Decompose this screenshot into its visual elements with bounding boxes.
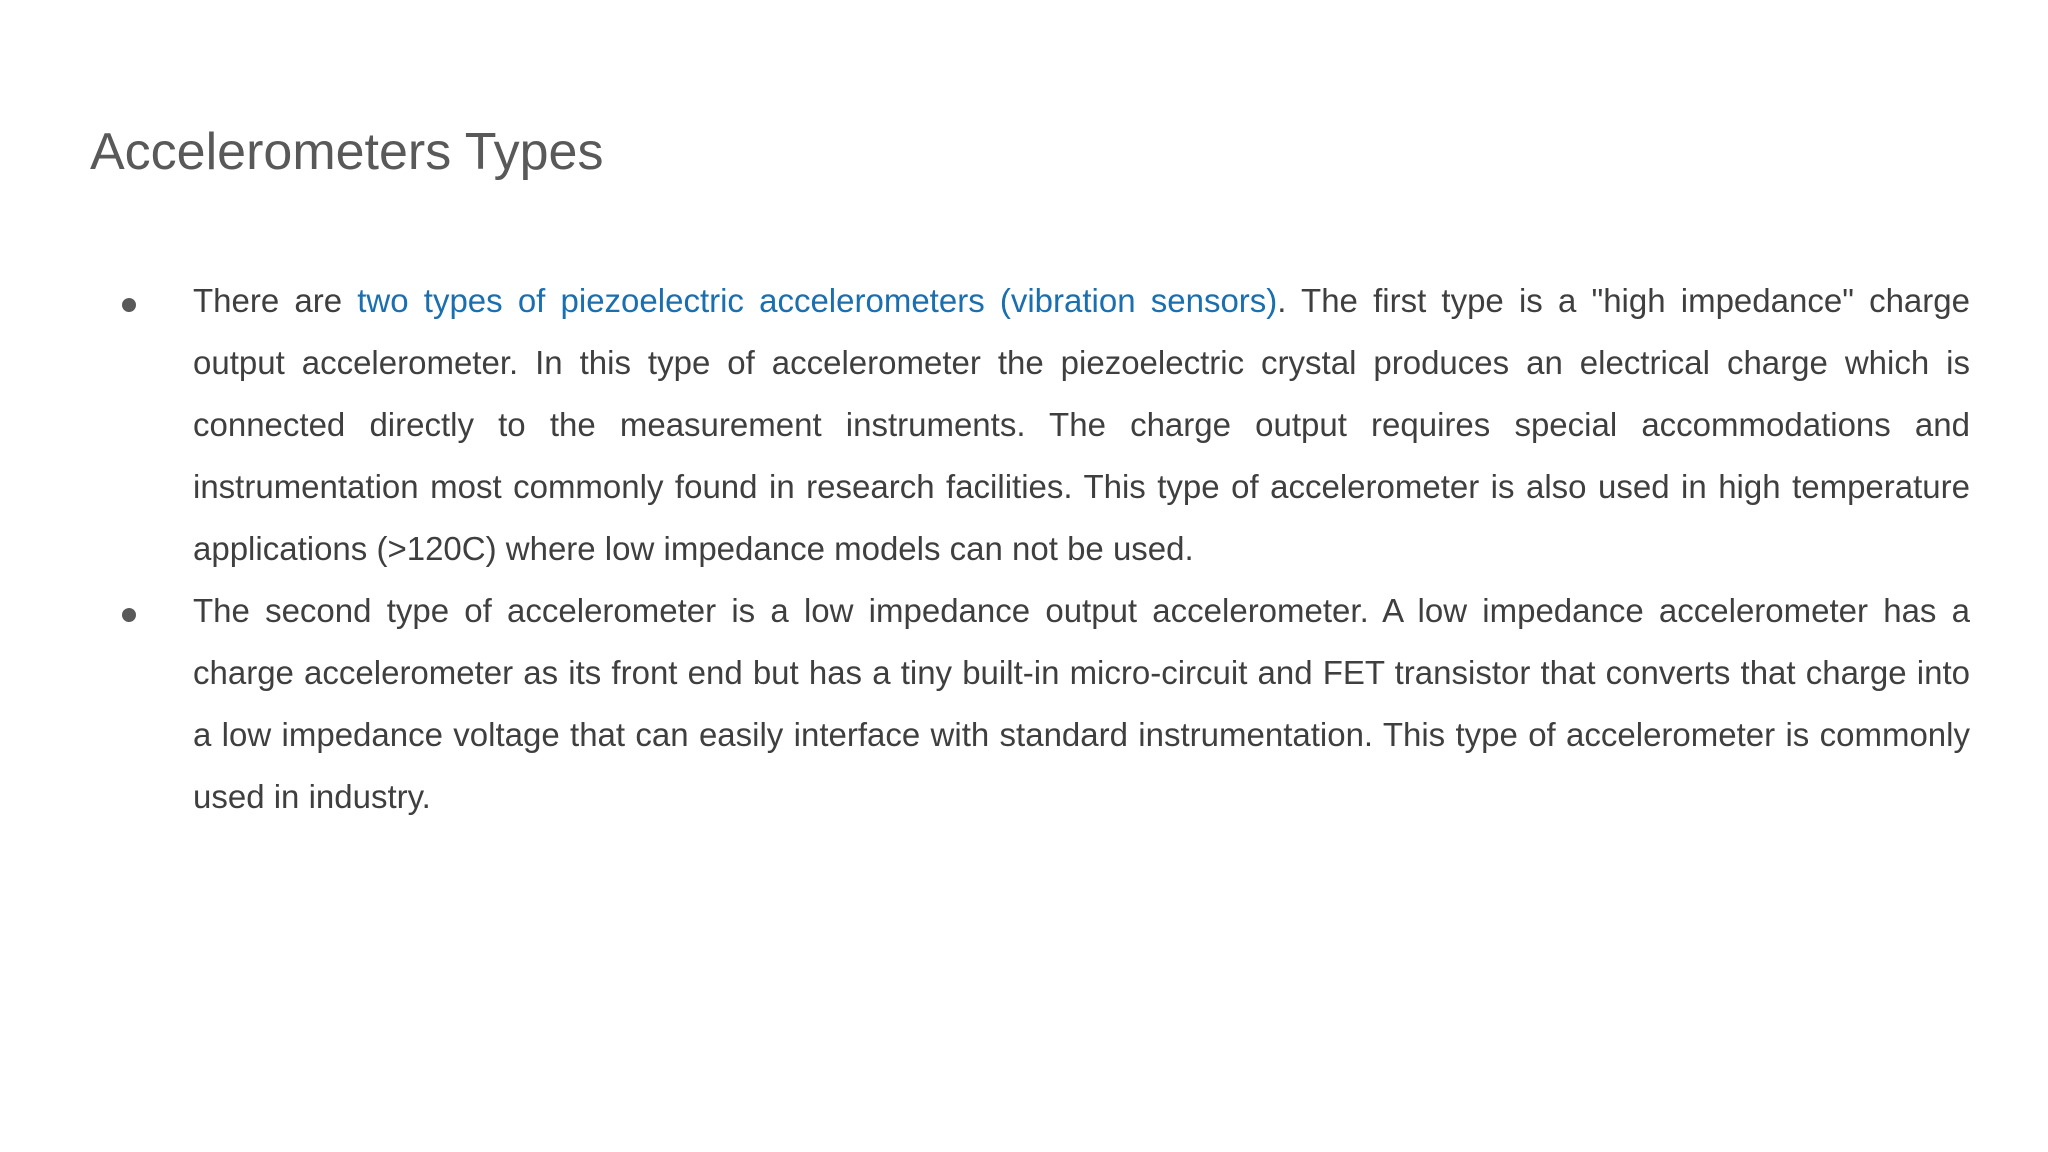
bullet-list	[0, 270, 2048, 828]
bullet-1-suffix: . The first type is a "high impedance" charge output accelerometer. In this type of accelerometer the piezoelectric crystal produces an electrical charge which is connected directly to the measurement instruments. The charge output requires special accommodations and instrumentation most commonly found in research facilities. This type of accelerometer is also used in high temperature applications (>120C) where low impedance models can not be used.	[193, 282, 1970, 567]
bullet-1-prefix: There are	[193, 282, 358, 319]
bullet-item-2	[0, 580, 2048, 828]
bullet-text-1	[193, 270, 1970, 580]
bullet-dot-icon	[122, 298, 136, 312]
bullet-text-2: The second type of accelerometer is a low impedance output accelerometer. A low impedance accelerometer has a charge accelerometer as its front end but has a tiny built-in micro-circuit and FET transistor that converts that charge into a low impedance voltage that can easily interface with standard instrumentation. This type of accelerometer is commonly used in industry.	[193, 592, 1970, 815]
bullet-dot-icon	[122, 608, 136, 622]
bullet-item-1	[0, 270, 2048, 580]
slide-title: Accelerometers Types	[90, 123, 604, 181]
piezoelectric-types-link[interactable]: two types of piezoelectric accelerometers (vibration sensors)	[357, 282, 1278, 319]
